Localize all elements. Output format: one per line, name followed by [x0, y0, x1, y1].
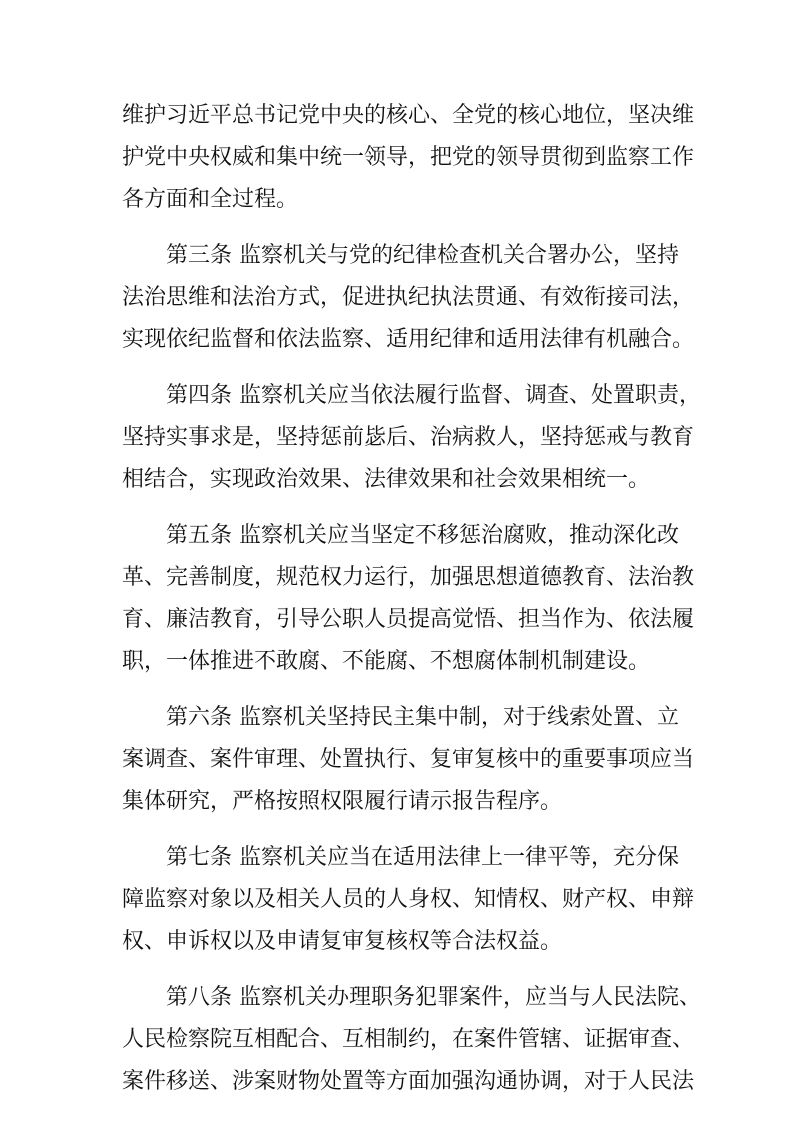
text-line: 革、完善制度，规范权力运行，加强思想道德教育、法治教 [122, 565, 695, 590]
text-line: 实现依纪监督和依法监察、适用纪律和适用法律有机融合。 [122, 327, 695, 352]
text-line: 维护习近平总书记党中央的核心、全党的核心地位，坚决维 [122, 103, 695, 128]
text-line: 人民检察院互相配合、互相制约，在案件管辖、证据审查、 [122, 1027, 695, 1052]
text-line: 权、申诉权以及申请复审复核权等合法权益。 [122, 929, 563, 954]
text-line: 法治思维和法治方式，促进执纪执法贯通、有效衔接司法， [122, 285, 695, 310]
text-line: 集体研究，严格按照权限履行请示报告程序。 [122, 789, 563, 814]
text-line: 育、廉洁教育，引导公职人员提高觉悟、担当作为、依法履 [122, 607, 695, 632]
text-line: 障监察对象以及相关人员的人身权、知情权、财产权、申辩 [122, 887, 695, 912]
text-line: 坚持实事求是，坚持惩前毖后、治病救人，坚持惩戒与教育 [122, 425, 695, 450]
text-line: 相结合，实现政治效果、法律效果和社会效果相统一。 [122, 467, 651, 492]
text-line: 案件移送、涉案财物处置等方面加强沟通协调，对于人民法 [122, 1069, 695, 1094]
article-4 [122, 375, 701, 501]
text-line: 护党中央权威和集中统一领导，把党的领导贯彻到监察工作 [122, 145, 695, 170]
text-line: 各方面和全过程。 [122, 187, 299, 212]
text-line: 第五条 监察机关应当坚定不移惩治腐败，推动深化改 [166, 523, 679, 548]
article-8 [122, 977, 701, 1103]
text-line: 第七条 监察机关应当在适用法律上一律平等，充分保 [166, 845, 679, 870]
text-line: 案调查、案件审理、处置执行、复审复核中的重要事项应当 [122, 747, 695, 772]
article-3 [122, 235, 695, 361]
paragraph-continuation [122, 95, 695, 221]
text-line: 第六条 监察机关坚持民主集中制，对于线索处置、立 [166, 705, 679, 730]
text-line: 第三条 监察机关与党的纪律检查机关合署办公，坚持 [166, 243, 679, 268]
article-5 [122, 515, 695, 683]
text-line: 第四条 监察机关应当依法履行监督、调查、处置职责， [166, 383, 701, 408]
text-line: 第八条 监察机关办理职务犯罪案件，应当与人民法院、 [166, 985, 701, 1010]
text-line: 职，一体推进不敢腐、不能腐、不想腐体制机制建设。 [122, 649, 651, 674]
article-7 [122, 837, 695, 963]
body-text [122, 95, 701, 1103]
article-6 [122, 697, 695, 823]
